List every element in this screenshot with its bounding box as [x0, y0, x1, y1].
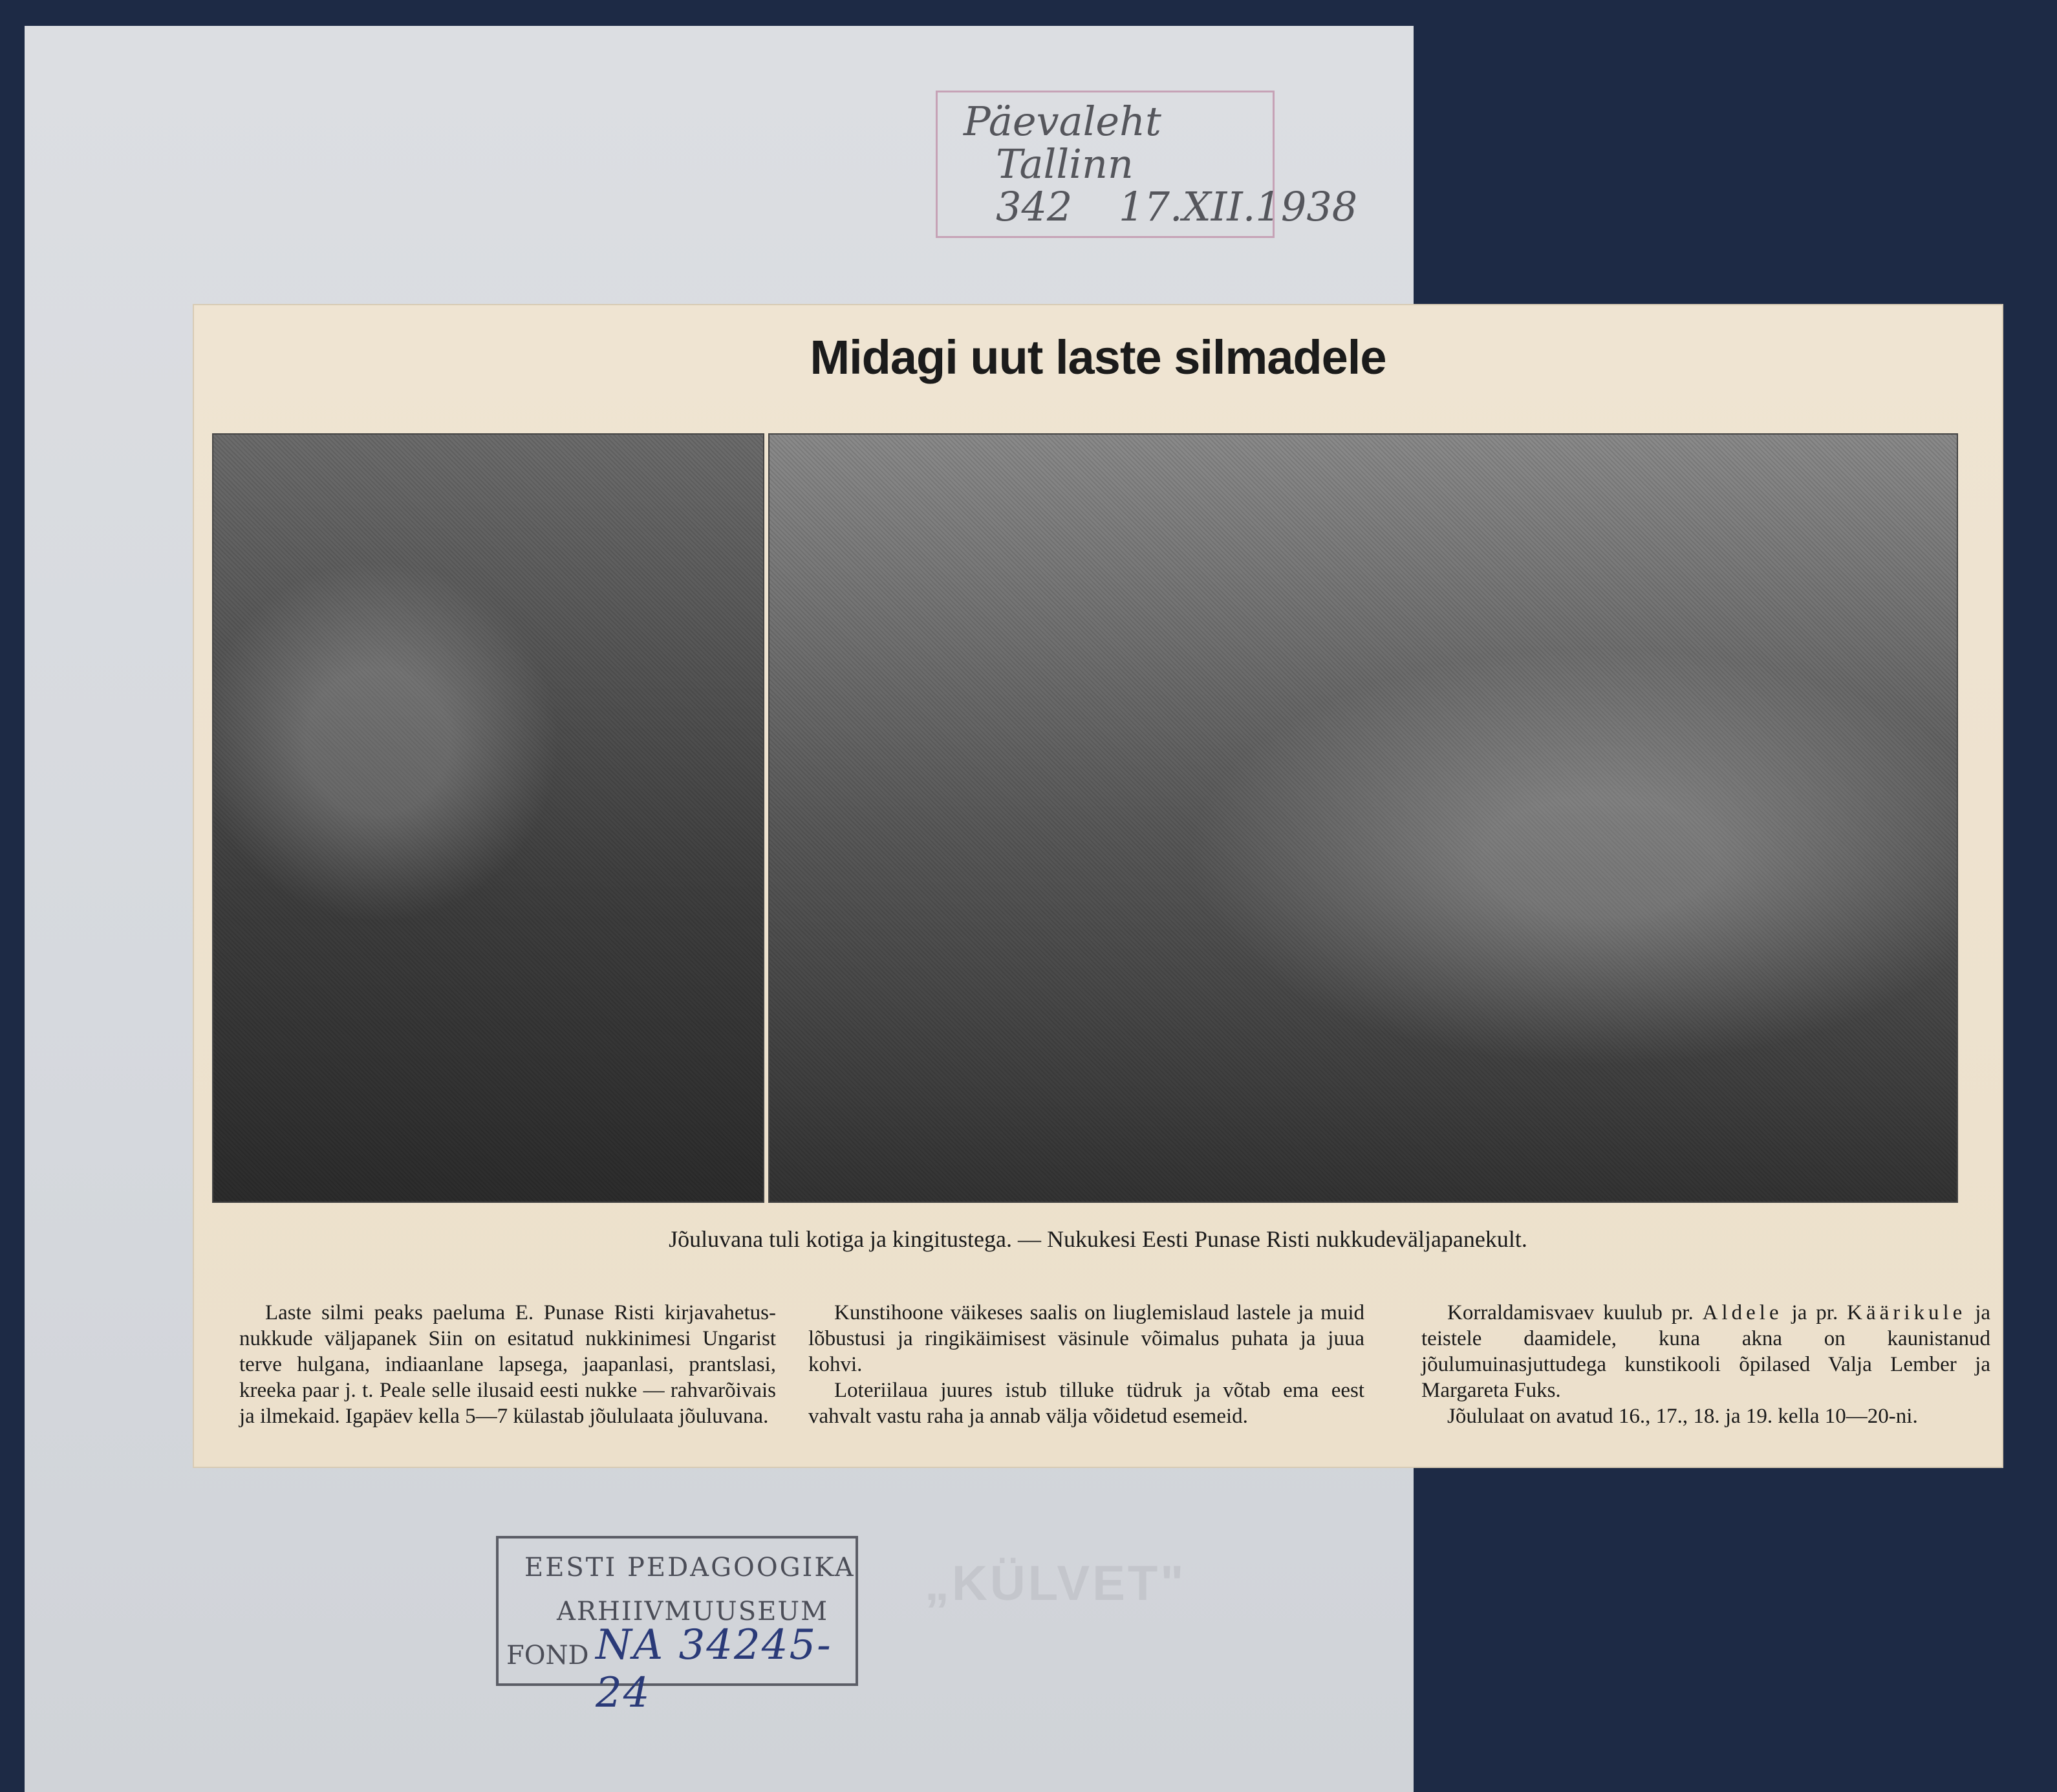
photo-santa-with-children: [212, 433, 764, 1203]
paragraph: Loteriilaua juures istub tilluke tüdruk ja võtab ema eest vahvalt vastu raha ja annab välja võidetud esemeid.: [808, 1379, 1364, 1428]
stamp-line-3: FOND: [506, 1641, 589, 1670]
article-column-1: [239, 1300, 776, 1429]
paragraph: Jõululaat on avatud 16., 17., 18. ja 19. kella 10—20-ni.: [1447, 1405, 1918, 1428]
paragraph: [1421, 1300, 1990, 1403]
text-run: ja teistele daamidele, kuna akna on kaunistanud jõulumuinasjuttudega kunstikooli õpilased Valja Lember ja Margareta Fuks.: [1421, 1301, 1991, 1402]
person-name: Aldele: [1702, 1301, 1783, 1324]
source-city: Tallinn: [996, 140, 1134, 188]
text-run: Korraldamisvaev kuulub pr.: [1447, 1301, 1694, 1324]
stamp-line-1: EESTI PEDAGOOGIKA: [524, 1553, 856, 1582]
newspaper-clipping: [193, 304, 2003, 1468]
archive-stamp: [496, 1536, 858, 1717]
text-run: ja pr.: [1791, 1301, 1838, 1324]
handwritten-source-note: [936, 91, 1358, 238]
stamp-line-2: ARHIIVMUUSEUM: [557, 1597, 829, 1626]
headline: Midagi uut laste silmadele: [810, 330, 1386, 384]
article-column-3: [1421, 1300, 1990, 1429]
photo-caption: Jõuluvana tuli kotiga ja kingitustega. — Nukukesi Eesti Punase Risti nukkudeväljapanekult.: [669, 1226, 1527, 1252]
photo-doll-exhibit: [768, 433, 1958, 1203]
paragraph: Laste silmi peaks paeluma E. Punase Risti kirjavahetus-nukkude väljapanek Siin on esitatud nukkinimesi Ungarist terve hulgana, indiaanlane lapsega, jaapanlasi, prantslasi, kreeka paar j. t. Peale selle ilusaid eesti nukke — rahvarõivais ja ilmekaid. Igapäev kella 5—7 külastab jõululaata jõuluvana.: [239, 1301, 776, 1428]
person-name: Käärikule: [1847, 1301, 1966, 1324]
article-column-2: [808, 1300, 1364, 1429]
publisher-watermark: „KÜLVET": [925, 1556, 1187, 1611]
paragraph: Kunstihoone väikeses saalis on liuglemislaud lastele ja muid lõbustusi ja ringikäimisest väsinule võimalus puhata ja juua kohvi.: [808, 1301, 1364, 1376]
source-newspaper: Päevaleht: [964, 98, 1161, 145]
source-date: 17.XII.1938: [1119, 183, 1358, 230]
fond-number: NA 34245-24: [596, 1621, 832, 1717]
source-issue-number: 342: [996, 183, 1073, 230]
